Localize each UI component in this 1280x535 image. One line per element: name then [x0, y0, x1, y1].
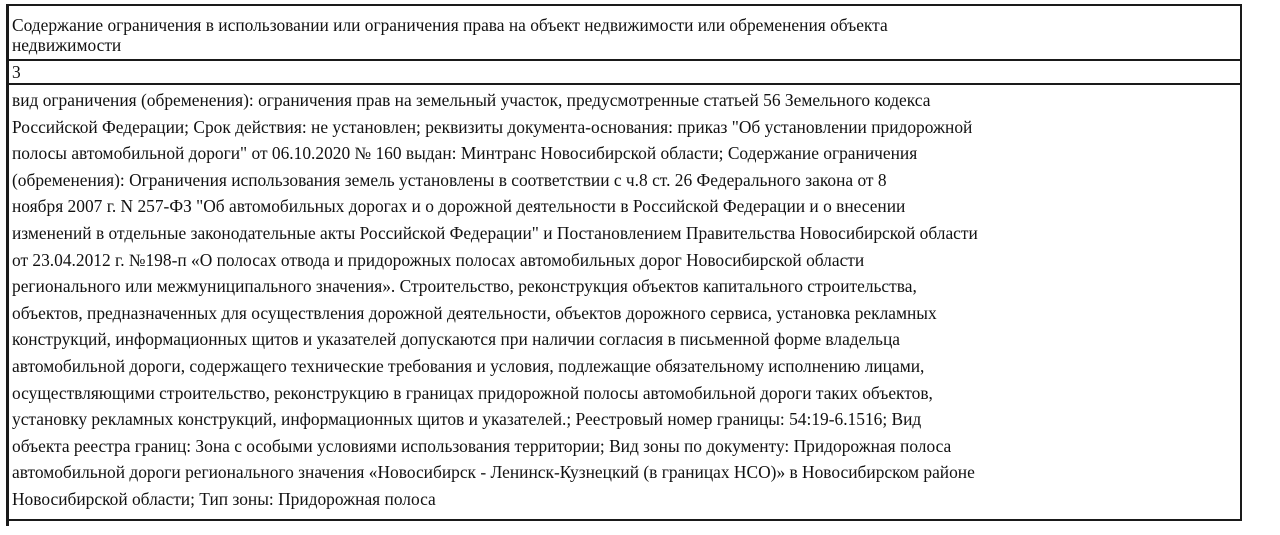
content-line: автомобильной дороги регионального значения «Новосибирск - Ленинск-Кузнецкий (в границах НСО)» в Новосибирском районе: [12, 462, 975, 483]
content-line: конструкций, информационных щитов и указателей допускаются при наличии согласия в письменной форме владельца: [12, 329, 900, 350]
content-line: объекта реестра границ: Зона с особыми условиями использования территории; Вид зоны по документу: Придорожная полоса: [12, 435, 952, 456]
row-number-cell: 3: [9, 60, 1241, 84]
table-content-row: [9, 84, 1241, 520]
content-line: (обременения): Ограничения использования земель установлены в соответствии с ч.8 ст. 26 Федерального закона от 8: [12, 169, 887, 190]
content-line: автомобильной дороги, содержащего технические требования и условия, подлежащие обязательному исполнению лицами,: [12, 355, 925, 376]
header-text-line-1: Содержание ограничения в использовании или ограничения права на объект недвижимости или обременения объекта: [12, 15, 888, 35]
content-line: ноября 2007 г. N 257-ФЗ "Об автомобильных дорогах и о дорожной деятельности в Российской Федерации и о внесении: [12, 196, 906, 217]
content-line: полосы автомобильной дороги" от 06.10.2020 № 160 выдан: Минтранс Новосибирской области; Содержание ограничения: [12, 143, 918, 164]
content-cell: [9, 84, 1241, 520]
content-line: установку рекламных конструкций, информационных щитов и указателей.; Реестровый номер границы: 54:19-6.1516; Вид: [12, 409, 922, 430]
content-line: вид ограничения (обременения): ограничения прав на земельный участок, предусмотренные статьей 56 Земельного кодекса: [12, 90, 931, 110]
table-header-row: [9, 5, 1241, 60]
header-cell: [9, 5, 1241, 60]
content-line: объектов, предназначенных для осуществления дорожной деятельности, объектов дорожного сервиса, установка рекламных: [12, 302, 937, 323]
encumbrance-table: [9, 4, 1242, 521]
content-line: Российской Федерации; Срок действия: не установлен; реквизиты документа-основания: приказ "Об установлении придорожной: [12, 116, 973, 137]
content-line: от 23.04.2012 г. №198-п «О полосах отвода и придорожных полосах автомобильных дорог Новосибирской области: [12, 249, 865, 270]
content-line: Новосибирской области; Тип зоны: Придорожная полоса: [12, 488, 436, 509]
content-line: осуществляющими строительство, реконструкцию в границах придорожной полосы автомобильной дороги таких объектов,: [12, 382, 933, 403]
content-line: регионального или межмуниципального значения». Строительство, реконструкция объектов капитального строительства,: [12, 276, 917, 297]
header-text-line-2: недвижимости: [12, 35, 122, 55]
content-line: изменений в отдельные законодательные акты Российской Федерации" и Постановлением Правительства Новосибирской области: [12, 222, 978, 243]
table-number-row: [9, 60, 1241, 84]
